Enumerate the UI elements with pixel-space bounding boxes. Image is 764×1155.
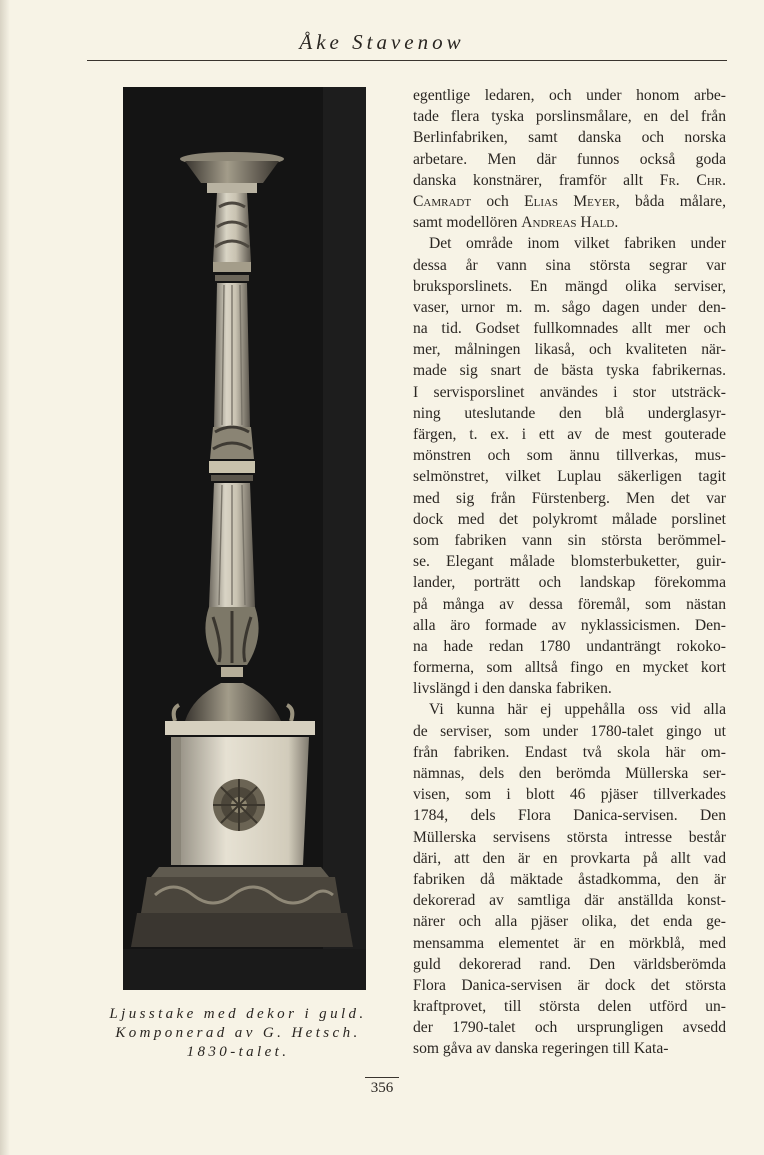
text-line: som fabriken vann sin största berömmel- — [413, 531, 726, 549]
text-line: visen, som i blott 46 pjäser tillverkades — [413, 786, 726, 804]
text-line: däri, att den är en provkarta på allt vad — [413, 849, 726, 867]
text-line: I servisporslinet användes i stor utsträck- — [413, 383, 726, 401]
figure-caption — [88, 1005, 388, 1062]
text-line: mensamma elementet är en mörkblå, med — [413, 934, 726, 952]
text-line: som gåva av danska regeringen till Kata- — [413, 1040, 669, 1058]
text-line: dekorerad av samtliga där anställda konst- — [413, 892, 726, 910]
text-line: Vi kunna här ej uppehålla oss vid alla — [429, 701, 726, 719]
text-line: selmönstret, vilket Luplau säkerligen tagit — [413, 468, 726, 486]
text-line: kraftprovet, till största delen utförd un- — [413, 998, 726, 1016]
text-line: lander, porträtt och landskap förekomma — [413, 574, 726, 592]
candlestick-photo — [123, 87, 366, 990]
text-line: der 1790-talet och ursprungligen avsedd — [413, 1019, 726, 1037]
header-rule — [87, 60, 727, 61]
text-line: mer, målningen likaså, och kvaliteten när- — [413, 341, 726, 359]
text-line: arbetare. Men där funnos också goda — [413, 150, 726, 168]
text-line: dessa år vann sina största segrar var — [413, 256, 726, 274]
text-line: Müllerska servisens största intresse består — [413, 828, 726, 846]
text-line: ning uteslutande den blå underglasyr- — [413, 404, 726, 422]
page-edge — [0, 0, 10, 1155]
page-number-label: 356 — [365, 1077, 400, 1096]
text-line: Det område inom vilket fabriken under — [429, 235, 726, 253]
text-line: med sig från Fürstenberg. Men det var — [413, 489, 726, 507]
text-line: färgen, t. ex. i ett av de mest gouterade — [413, 426, 726, 443]
text-line: na tid. Godset fullkomnades allt mer och — [413, 320, 726, 338]
text-line: närer och alla pjäser olika, det enda ge- — [413, 913, 726, 931]
text-line: samt modellören Andreas Hald. — [413, 214, 619, 232]
page-number — [0, 1080, 764, 1097]
body-text-column — [413, 85, 726, 1060]
text-line: bruksporslinets. En mängd olika serviser, — [413, 277, 726, 295]
text-line: mönstren och som ännu tillverkas, mus- — [413, 447, 726, 465]
candlestick-icon — [123, 87, 366, 990]
text-line: Berlinfabriken, samt danska och norska — [413, 129, 726, 147]
text-line: från fabriken. Endast två skola här om- — [413, 743, 726, 761]
text-line: danska konstnärer, framför allt Fr. Chr. — [413, 171, 726, 189]
caption-line: 1830-talet. — [186, 1044, 290, 1060]
caption-line: Ljusstake med dekor i guld. — [109, 1006, 367, 1022]
text-line: made sig snart de bästa tyska fabrikernas. — [413, 362, 726, 380]
text-line: 1784, dels Flora Danica-servisen. Den — [413, 807, 726, 825]
text-line: se. Elegant målade blomsterbuketter, guir- — [413, 553, 726, 571]
text-line: tade flera tyska porslinsmålare, en del från — [413, 108, 726, 126]
text-line: livslängd i den danska fabriken. — [413, 680, 612, 698]
text-line: dock med det polykromt målade porslinet — [413, 510, 726, 528]
text-line: Camradt och Elias Meyer, båda målare, — [413, 192, 727, 210]
running-head: Åke Stavenow — [299, 30, 465, 54]
text-line: Flora Danica-servisen är dock det största — [413, 976, 726, 994]
text-line: alla äro formade av nyklassicismen. Den- — [413, 616, 726, 634]
caption-line: Komponerad av G. Hetsch. — [115, 1025, 361, 1041]
text-line: egentlige ledaren, och under honom arbe- — [413, 87, 726, 104]
text-line: på många av dessa föremål, som nästan — [413, 595, 726, 613]
text-line: vaser, urnor m. m. sågo dagen under den- — [413, 298, 726, 316]
text-line: nämnas, dels den berömda Müllerska ser- — [413, 765, 726, 782]
rosette-icon — [213, 779, 265, 831]
text-line: na hade redan 1780 undanträngt rokoko- — [413, 637, 726, 655]
text-line: fabriken då mäktade åstadkomma, den är — [413, 870, 726, 888]
text-line: guld dekorerad rand. Den världsberömda — [413, 955, 726, 973]
text-line: de serviser, som under 1780-talet gingo ut — [413, 722, 726, 740]
text-line: formerna, som alltså fingo en mycket kort — [413, 659, 726, 677]
